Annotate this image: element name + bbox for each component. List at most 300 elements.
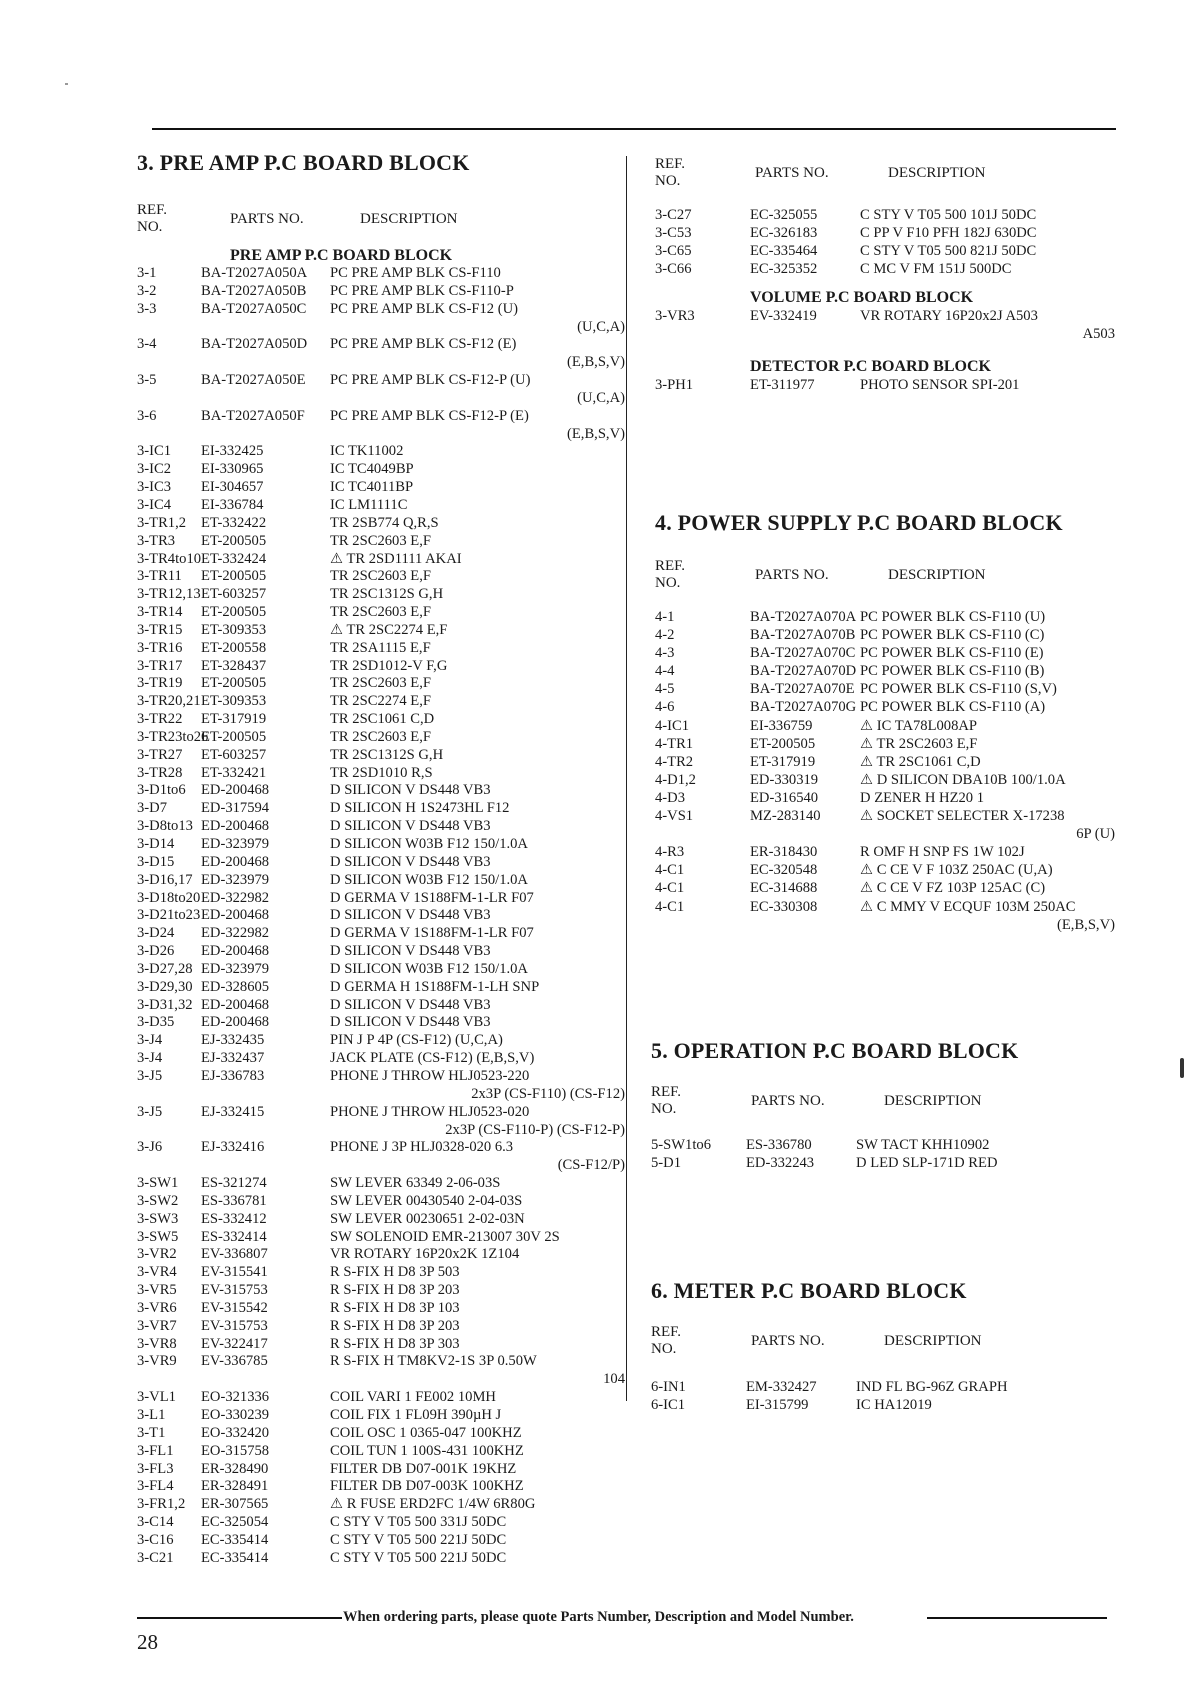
header-ref-no: REF. NO. — [655, 156, 686, 189]
description-cell: C MC V FM 151J 500DC — [860, 261, 1012, 278]
ref-no-cell: 3-3 — [137, 300, 157, 317]
ref-no-cell: 3-TR4to10 — [137, 550, 202, 567]
parts-no-cell: ED-200468 — [201, 853, 270, 870]
ref-no-cell: 3-TR16 — [137, 639, 183, 656]
table-row — [655, 789, 1115, 807]
column-header-continued — [655, 156, 1115, 190]
description-cell: VR ROTARY 16P20x2K 1Z104 — [330, 1246, 520, 1263]
parts-no-cell: BA-T2027A050B — [201, 282, 307, 299]
description-cell: D SILICON V DS448 VB3 — [330, 1014, 491, 1031]
table-row — [137, 1175, 625, 1193]
table-row — [137, 408, 625, 426]
parts-no-cell: EV-336807 — [201, 1246, 268, 1263]
table-row — [137, 1139, 625, 1157]
description-cell: D GERMA V 1S188FM-1-LR F07 — [330, 925, 534, 942]
section-title-operation: 5. OPERATION P.C BOARD BLOCK — [651, 1038, 1019, 1063]
ref-no-cell: 3-IC4 — [137, 496, 172, 513]
ref-no-cell: 3-TR20,21 — [137, 693, 201, 710]
description-cell: PC PRE AMP BLK CS-F110 — [330, 265, 501, 281]
parts-no-cell: EV-332419 — [750, 308, 817, 325]
description-cell: COIL FIX 1 FL09H 390µH J — [330, 1407, 502, 1423]
scan-edge-mark — [1180, 1058, 1184, 1078]
table-row — [137, 1229, 625, 1247]
header-parts-no: PARTS NO. — [751, 1092, 825, 1109]
parts-no-cell: ES-321274 — [201, 1175, 267, 1192]
table-row — [137, 533, 625, 551]
description-cell: TR 2SC1061 C,D — [330, 711, 435, 728]
description-cell: JACK PLATE (CS-F12) (E,B,S,V) — [330, 1050, 535, 1067]
ref-no-cell: 3-J6 — [137, 1139, 163, 1156]
description-cell: D SILICON V DS448 VB3 — [330, 818, 491, 835]
ref-no-cell: 3-D24 — [137, 925, 175, 942]
description-cell: SW LEVER 00230651 2-02-03N — [330, 1210, 525, 1227]
description-cell: ⚠ C CE V FZ 103P 125AC (C) — [860, 880, 1046, 897]
ref-no-cell: 3-TR11 — [137, 568, 182, 585]
description-continuation: (U,C,A) — [577, 389, 625, 406]
ref-no-cell: 4-TR2 — [655, 753, 694, 770]
description-cell: TR 2SC2603 E,F — [330, 604, 431, 621]
ref-no-cell: 3-5 — [137, 372, 157, 389]
table-row — [137, 925, 625, 943]
description-cell: D GERMA V 1S188FM-1-LR F07 — [330, 889, 534, 906]
table-row — [137, 479, 625, 497]
ref-no-cell: 3-VR4 — [137, 1264, 177, 1281]
parts-no-cell: ER-328491 — [201, 1478, 269, 1495]
table-row — [655, 206, 1115, 224]
table-row — [137, 979, 625, 997]
table-row — [655, 717, 1115, 735]
ref-no-cell: 3-TR17 — [137, 657, 183, 674]
ref-no-cell: 4-C1 — [655, 898, 685, 915]
description-cell: SW LEVER 00430540 2-04-03S — [330, 1192, 523, 1209]
table-row — [137, 961, 625, 979]
parts-no-cell: ED-317594 — [201, 800, 270, 817]
description-cell: ⚠ TR 2SC1061 C,D — [860, 753, 981, 770]
description-cell: ⚠ SOCKET SELECTER X-17238 — [860, 808, 1065, 825]
ref-no-cell: 3-SW2 — [137, 1192, 179, 1209]
page-number: 28 — [137, 1630, 158, 1654]
parts-no-cell: BA-T2027A050F — [201, 407, 305, 424]
description-cell: ⚠ D SILICON DBA10B 100/1.0A — [860, 771, 1066, 788]
parts-no-cell: ER-328490 — [201, 1460, 269, 1477]
ref-no-cell: 3-2 — [137, 282, 157, 299]
table-row — [137, 1300, 625, 1318]
ref-no-cell: 3-D1to6 — [137, 782, 186, 799]
description-cell: SW LEVER 63349 2-06-03S — [330, 1175, 501, 1192]
table-row — [655, 807, 1115, 825]
table-row — [137, 336, 625, 354]
scan-speck — [65, 83, 68, 85]
ref-no-cell: 4-C1 — [655, 880, 685, 897]
parts-no-cell: BA-T2027A050C — [201, 300, 307, 317]
table-row — [655, 680, 1115, 698]
ref-no-cell: 3-TR23to26 — [137, 728, 209, 745]
ref-no-cell: 3-TR27 — [137, 746, 183, 763]
parts-no-cell: EM-332427 — [746, 1379, 817, 1395]
parts-no-cell: ET-200505 — [201, 568, 267, 585]
ref-no-cell: 3-TR15 — [137, 621, 183, 638]
parts-no-cell: BA-T2027A070G — [750, 699, 857, 716]
subheading-detector: DETECTOR P.C BOARD BLOCK — [750, 357, 991, 375]
ref-no-cell: 3-TR14 — [137, 604, 183, 621]
table-row — [137, 800, 625, 818]
description-continuation: A503 — [1082, 326, 1115, 343]
column-header — [651, 1084, 1115, 1118]
description-cell: PC POWER BLK CS-F110 (A) — [860, 699, 1046, 716]
description-cell: ⚠ TR 2SC2603 E,F — [860, 735, 978, 752]
parts-no-cell: ED-200468 — [201, 818, 270, 835]
ref-no-cell: 4-IC1 — [655, 717, 690, 734]
subheading-pre-amp: PRE AMP P.C BOARD BLOCK — [230, 247, 453, 264]
table-row — [137, 693, 625, 711]
description-cell: PC PRE AMP BLK CS-F12-P (E) — [330, 407, 529, 424]
parts-no-cell: EC-335464 — [750, 243, 818, 260]
table-row — [137, 1496, 625, 1514]
ref-no-cell: 4-6 — [655, 699, 675, 716]
table-row — [137, 1211, 625, 1229]
table-row — [137, 443, 625, 461]
table-row — [137, 551, 625, 569]
ref-no-cell: 3-D15 — [137, 853, 175, 870]
description-cell: PC POWER BLK CS-F110 (U) — [860, 609, 1046, 625]
description-cell: TR 2SD1010 R,S — [330, 764, 433, 781]
ref-no-cell: 4-D3 — [655, 789, 685, 806]
description-continuation: 6P (U) — [1076, 826, 1115, 843]
parts-no-cell: EO-315758 — [201, 1442, 270, 1459]
ref-no-cell: 3-T1 — [137, 1424, 166, 1441]
parts-table-detector — [655, 376, 1115, 394]
table-row — [651, 1396, 1115, 1414]
ref-no-cell: 3-FL3 — [137, 1460, 174, 1477]
ref-no-cell: 3-VR7 — [137, 1317, 177, 1334]
parts-no-cell: BA-T2027A070A — [750, 609, 857, 625]
table-row — [137, 711, 625, 729]
parts-no-cell: ET-309353 — [201, 693, 267, 710]
ref-no-cell: 3-D8to13 — [137, 818, 193, 835]
parts-no-cell: EI-336784 — [201, 496, 264, 513]
parts-no-cell: EJ-332435 — [201, 1032, 265, 1049]
description-cell: R S-FIX H D8 3P 203 — [330, 1317, 460, 1334]
description-cell: TR 2SC2603 E,F — [330, 675, 431, 692]
description-cell: C PP V F10 PFH 182J 630DC — [860, 225, 1037, 242]
left-column — [137, 150, 625, 1568]
parts-no-cell: EJ-336783 — [201, 1067, 265, 1084]
description-cell: PIN J P 4P (CS-F12) (U,C,A) — [330, 1032, 503, 1049]
table-row — [137, 1407, 625, 1425]
description-cell: D ZENER H HZ20 1 — [860, 789, 985, 806]
ref-no-cell: 4-1 — [655, 609, 675, 625]
parts-no-cell: BA-T2027A070B — [750, 627, 856, 644]
table-row — [655, 753, 1115, 771]
description-cell: FILTER DB D07-003K 100KHZ — [330, 1478, 524, 1495]
description-cell: D SILICON V DS448 VB3 — [330, 943, 491, 960]
parts-no-cell: EV-322417 — [201, 1335, 268, 1352]
ref-no-cell: 4-C1 — [655, 862, 685, 879]
section-power-supply — [655, 510, 1115, 934]
ref-no-cell: 3-VR3 — [655, 308, 695, 325]
description-cell: PC PRE AMP BLK CS-F12-P (U) — [330, 372, 531, 389]
parts-no-cell: ED-322982 — [201, 889, 270, 906]
description-cell: PC PRE AMP BLK CS-F12 (E) — [330, 336, 517, 353]
parts-no-cell: EI-332425 — [201, 443, 264, 460]
description-cell: D SILICON V DS448 VB3 — [330, 782, 491, 799]
ref-no-cell: 3-D16,17 — [137, 871, 193, 888]
table-row — [137, 765, 625, 783]
table-row — [137, 604, 625, 622]
table-row — [137, 640, 625, 658]
parts-no-cell: ET-200505 — [750, 735, 816, 752]
ref-no-cell: 3-TR22 — [137, 711, 183, 728]
header-parts-no: PARTS NO. — [755, 164, 829, 181]
parts-no-cell: EI-304657 — [201, 479, 264, 496]
table-row — [137, 1014, 625, 1032]
table-row — [655, 644, 1115, 662]
parts-no-cell: EO-321336 — [201, 1389, 270, 1406]
description-cell: FILTER DB D07-001K 19KHZ — [330, 1460, 517, 1477]
description-cell: R OMF H SNP FS 1W 102J — [860, 844, 1025, 861]
description-continuation: (CS-F12/P) — [557, 1157, 625, 1174]
table-row — [655, 698, 1115, 716]
ref-no-cell: 3-FR1,2 — [137, 1496, 186, 1513]
parts-table-meter — [651, 1378, 1115, 1414]
header-description: DESCRIPTION — [888, 164, 986, 181]
parts-no-cell: ED-330319 — [750, 771, 819, 788]
description-cell: D SILICON W03B F12 150/1.0A — [330, 871, 528, 888]
table-row — [137, 1193, 625, 1211]
parts-no-cell: EV-336785 — [201, 1353, 268, 1370]
ref-no-cell: 4-2 — [655, 627, 675, 644]
table-row — [137, 1246, 625, 1264]
description-continuation: (E,B,S,V) — [567, 354, 625, 371]
table-row — [137, 747, 625, 765]
ref-no-cell: 3-J5 — [137, 1067, 163, 1084]
table-row — [137, 1050, 625, 1068]
section-operation — [651, 1038, 1115, 1172]
column-divider — [626, 156, 627, 1401]
table-row — [137, 1336, 625, 1354]
ref-no-cell: 3-L1 — [137, 1407, 166, 1423]
table-row — [655, 242, 1115, 260]
table-row — [137, 907, 625, 925]
description-cell: C STY V T05 500 821J 50DC — [860, 243, 1037, 260]
header-ref-no: REF. NO. — [655, 558, 686, 591]
description-cell: PC POWER BLK CS-F110 (S,V) — [860, 681, 1057, 698]
ref-no-cell: 6-IC1 — [651, 1397, 686, 1414]
table-row — [137, 1389, 625, 1407]
table-row — [137, 1425, 625, 1443]
parts-no-cell: ED-200468 — [201, 907, 270, 924]
parts-no-cell: ET-200505 — [201, 532, 267, 549]
ref-no-cell: 3-6 — [137, 407, 157, 424]
parts-no-cell: EC-330308 — [750, 898, 818, 915]
parts-no-cell: ET-603257 — [201, 746, 267, 763]
description-continuation: 104 — [603, 1371, 625, 1388]
parts-no-cell: ET-317919 — [750, 753, 816, 770]
parts-no-cell: BA-T2027A070E — [750, 681, 855, 698]
ref-no-cell: 3-J5 — [137, 1103, 163, 1120]
table-row — [651, 1378, 1115, 1396]
parts-no-cell: ED-322982 — [201, 925, 270, 942]
ref-no-cell: 3-D21to23 — [137, 907, 201, 924]
ref-no-cell: 3-PH1 — [655, 376, 694, 393]
parts-no-cell: EJ-332416 — [201, 1139, 265, 1156]
header-ref-no: REF. NO. — [651, 1324, 682, 1357]
table-row — [137, 854, 625, 872]
ref-no-cell: 3-IC2 — [137, 461, 172, 478]
description-cell: D SILICON V DS448 VB3 — [330, 996, 491, 1013]
table-row — [655, 224, 1115, 242]
table-row — [655, 626, 1115, 644]
parts-no-cell: ED-328605 — [201, 978, 270, 995]
table-row — [137, 890, 625, 908]
ref-no-cell: 3-D7 — [137, 800, 167, 817]
table-row — [655, 260, 1115, 278]
description-cell: PHONE J THROW HLJ0523-020 — [330, 1103, 530, 1120]
ref-no-cell: 3-D14 — [137, 836, 175, 852]
ref-no-cell: 3-C14 — [137, 1514, 174, 1531]
parts-no-cell: EC-335414 — [201, 1531, 269, 1548]
header-parts-no: PARTS NO. — [230, 210, 304, 227]
table-row — [137, 283, 625, 301]
parts-no-cell: EC-314688 — [750, 880, 818, 897]
ref-no-cell: 4-TR1 — [655, 735, 694, 752]
section-title-power-supply: 4. POWER SUPPLY P.C BOARD BLOCK — [655, 510, 1063, 535]
footer-rule-left — [137, 1617, 342, 1619]
description-cell: R S-FIX H D8 3P 103 — [330, 1299, 460, 1316]
parts-no-cell: EC-325055 — [750, 207, 818, 223]
description-cell: SW SOLENOID EMR-213007 30V 2S — [330, 1228, 560, 1245]
parts-no-cell: EV-315542 — [201, 1299, 268, 1316]
parts-no-cell: ED-323979 — [201, 960, 270, 977]
ref-no-cell: 3-C66 — [655, 261, 692, 278]
parts-no-cell: EV-315541 — [201, 1264, 268, 1281]
description-cell: R S-FIX H TM8KV2-1S 3P 0.50W — [330, 1353, 537, 1370]
table-row — [137, 943, 625, 961]
table-row — [651, 1154, 1115, 1172]
table-row — [137, 1282, 625, 1300]
ref-no-cell: 3-VL1 — [137, 1389, 176, 1406]
parts-table-pre-amp — [137, 265, 625, 1568]
table-row — [137, 872, 625, 890]
column-header — [655, 558, 1115, 592]
ref-no-cell: 3-SW5 — [137, 1228, 179, 1245]
ref-no-cell: 4-R3 — [655, 844, 685, 861]
ref-no-cell: 3-TR3 — [137, 532, 176, 549]
ref-no-cell: 3-TR1,2 — [137, 514, 187, 531]
ref-no-cell: 3-D35 — [137, 1014, 175, 1031]
description-cell: PHONE J 3P HLJ0328-020 6.3 — [330, 1139, 514, 1156]
parts-no-cell: ET-200505 — [201, 728, 267, 745]
table-row — [137, 1353, 625, 1371]
parts-no-cell: ET-200558 — [201, 639, 267, 656]
table-row — [137, 461, 625, 479]
description-cell: R S-FIX H D8 3P 203 — [330, 1282, 460, 1299]
parts-no-cell: ED-200468 — [201, 782, 270, 799]
parts-no-cell: EC-326183 — [750, 225, 818, 242]
ref-no-cell: 3-IC3 — [137, 479, 172, 496]
table-row — [655, 662, 1115, 680]
parts-no-cell: BA-T2027A050A — [201, 265, 308, 281]
description-cell: IC TK11002 — [330, 443, 404, 460]
section-meter — [651, 1278, 1115, 1414]
table-row — [137, 675, 625, 693]
description-cell: VR ROTARY 16P20x2J A503 — [860, 308, 1038, 325]
description-cell: ⚠ C CE V F 103Z 250AC (U,A) — [860, 862, 1053, 879]
description-cell: ⚠ TR 2SC2274 E,F — [330, 621, 448, 638]
description-continuation: (E,B,S,V) — [1057, 916, 1115, 933]
parts-no-cell: ET-311977 — [750, 376, 815, 393]
parts-no-cell: BA-T2027A070D — [750, 663, 857, 680]
table-row — [137, 622, 625, 640]
ref-no-cell: 3-IC1 — [137, 443, 172, 460]
description-cell: ⚠ C MMY V ECQUF 103M 250AC — [860, 898, 1076, 915]
description-cell: C STY V T05 500 221J 50DC — [330, 1549, 507, 1566]
description-cell: PC PRE AMP BLK CS-F12 (U) — [330, 300, 519, 317]
parts-no-cell: EJ-332415 — [201, 1103, 265, 1120]
description-cell: PC POWER BLK CS-F110 (C) — [860, 627, 1045, 644]
table-row — [137, 818, 625, 836]
table-row — [137, 265, 625, 283]
header-parts-no: PARTS NO. — [751, 1332, 825, 1349]
description-cell: PC POWER BLK CS-F110 (E) — [860, 645, 1044, 662]
description-cell: ⚠ IC TA78L008AP — [860, 717, 978, 734]
ref-no-cell: 3-TR28 — [137, 764, 183, 781]
parts-no-cell: ET-332422 — [201, 514, 267, 531]
parts-no-cell: EI-330965 — [201, 461, 264, 478]
table-row — [137, 1318, 625, 1336]
parts-no-cell: ET-332424 — [201, 550, 267, 567]
table-row — [655, 771, 1115, 789]
description-cell: TR 2SC2274 E,F — [330, 693, 431, 710]
description-cell: TR 2SA1115 E,F — [330, 639, 431, 656]
table-row — [137, 1532, 625, 1550]
parts-no-cell: EO-332420 — [201, 1424, 270, 1441]
parts-no-cell: ET-332421 — [201, 764, 267, 781]
description-cell: IC TC4049BP — [330, 461, 414, 478]
description-cell: D SILICON H 1S2473HL F12 — [330, 800, 510, 817]
header-ref-no: REF. NO. — [137, 202, 168, 235]
ref-no-cell: 3-VR9 — [137, 1353, 177, 1370]
ref-no-cell: 3-FL1 — [137, 1442, 174, 1459]
footer-rule-right — [927, 1617, 1107, 1619]
parts-no-cell: EJ-332437 — [201, 1050, 265, 1067]
description-cell: C STY V T05 500 331J 50DC — [330, 1514, 507, 1531]
ref-no-cell: 4-VS1 — [655, 808, 694, 825]
description-cell: D SILICON V DS448 VB3 — [330, 907, 491, 924]
ref-no-cell: 3-C16 — [137, 1531, 174, 1548]
parts-no-cell: BA-T2027A050E — [201, 372, 306, 389]
parts-no-cell: ES-332414 — [201, 1228, 267, 1245]
table-row — [137, 301, 625, 319]
footer-note: When ordering parts, please quote Parts Number, Description and Model Number. — [343, 1609, 854, 1625]
ref-no-cell: 3-J4 — [137, 1050, 163, 1067]
header-description: DESCRIPTION — [884, 1092, 982, 1109]
parts-no-cell: EC-320548 — [750, 862, 818, 879]
parts-no-cell: ES-336780 — [746, 1137, 812, 1153]
ref-no-cell: 3-VR8 — [137, 1335, 177, 1352]
description-continuation: 2x3P (CS-F110) (CS-F12) — [471, 1085, 625, 1102]
ref-no-cell: 3-D29,30 — [137, 978, 193, 995]
table-row — [137, 1032, 625, 1050]
description-cell: TR 2SC1312S G,H — [330, 586, 444, 603]
description-cell: PHOTO SENSOR SPI-201 — [860, 376, 1020, 393]
description-continuation: (E,B,S,V) — [567, 425, 625, 442]
top-rule — [152, 128, 1116, 130]
table-row — [655, 861, 1115, 879]
ref-no-cell: 3-C65 — [655, 243, 692, 260]
parts-no-cell: ED-323979 — [201, 871, 270, 888]
parts-no-cell: ET-603257 — [201, 586, 267, 603]
